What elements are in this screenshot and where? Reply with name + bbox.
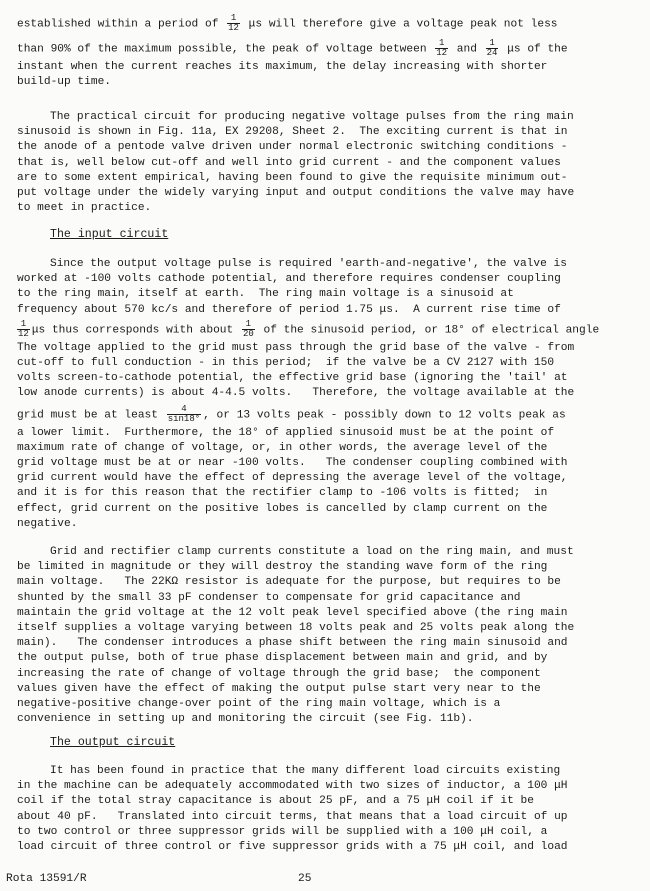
text-line: [17, 405, 612, 424]
text-line: main voltage. The 22KΩ resistor is adequate for the purpose, but requires to be: [17, 576, 561, 589]
text-line: build-up time.: [17, 76, 111, 89]
fraction-numerator: 1: [486, 39, 499, 49]
text-line: volts screen-to-cathode potential, the effective grid base (ignoring the 'tail' at: [17, 372, 568, 385]
text-line: put voltage under the widely varying input and output conditions the valve may have: [17, 187, 575, 200]
section-heading-input-circuit: The input circuit: [50, 228, 169, 241]
text-line: negative-positive change-over point of the ring main voltage, which is a: [17, 698, 501, 711]
text-line: instant when the current reaches its maximum, the delay increasing with shorter: [17, 61, 548, 73]
text-line: Since the output voltage pulse is required 'earth-and-negative', the valve is: [50, 258, 567, 270]
fraction: [435, 39, 448, 58]
text-line: are to some extent empirical, having been found to give the requisite minimum out-: [17, 171, 568, 184]
text-line: It has been found in practice that the many different load circuits existing: [50, 765, 561, 777]
text-line: the output pulse, both of true phase displacement between main and grid, and by: [17, 652, 548, 665]
fraction-numerator: 1: [435, 39, 448, 49]
text-line: sinusoid is shown in Fig. 11a, EX 29208, Sheet 2. The exciting current is that in: [17, 126, 568, 139]
paragraph-input-circuit: [17, 257, 612, 532]
section-heading-output-circuit: The output circuit: [50, 736, 176, 749]
text-segment: of the sinusoid period, or 18° of electrical angle: [263, 324, 600, 337]
text-line: that is, well below cut-off and well into grid current - and the component values: [17, 156, 561, 169]
text-line: The voltage applied to the grid must pass through the grid base of the valve - from: [17, 341, 575, 354]
text-line: the anode of a pentode valve driven under normal electronic switching conditions -: [17, 141, 568, 154]
text-line: values given have the effect of making the output pulse start very near to the: [17, 682, 541, 695]
text-line: maintain the grid voltage at the 12 volt peak level specified above (the ring main: [17, 606, 568, 619]
fraction-denominator: 20: [242, 328, 254, 339]
page-number: 25: [298, 873, 312, 885]
text-segment: μs thus corresponds with about: [31, 324, 234, 337]
fraction: [242, 320, 255, 339]
fraction: [486, 39, 499, 58]
paragraph-intro: [17, 14, 612, 90]
text-segment: μs of the: [507, 43, 568, 56]
text-line: be limited in magnitude or they will destroy the standing wave form of the ring: [17, 561, 548, 574]
fraction-denominator: 24: [486, 48, 498, 58]
text-line: in the machine can be adequately accommodated with two sizes of inductor, a 100 μH: [17, 780, 568, 793]
text-line: to the ring main, itself at earth. The ring main voltage is a sinusoid at: [17, 288, 514, 301]
text-line: The practical circuit for producing negative voltage pulses from the ring main: [50, 111, 574, 123]
fraction-numerator: 4: [167, 405, 201, 415]
text-line: itself supplies a voltage varying between 18 volts peak and 25 volts peak along the: [17, 622, 575, 635]
text-line: about 40 pF. Translated into circuit terms, that means that a load circuit of up: [17, 810, 568, 823]
text-line: [17, 14, 612, 33]
text-segment: established within a period of: [17, 18, 219, 31]
text-line: negative.: [17, 517, 78, 530]
text-line: grid voltage must be at or near -100 volts. The condenser coupling combined with: [17, 457, 568, 470]
text-segment: and: [456, 43, 477, 56]
fraction-denominator: 12: [436, 48, 448, 58]
paragraph-clamp-currents: [17, 545, 612, 727]
text-line: and it is for this reason that the rectifier clamp to -106 volts is fitted; in: [17, 487, 548, 500]
text-line: cut-off to full conduction - in this period; if the valve be a CV 2127 with 150: [17, 357, 555, 370]
paragraph-output-circuit: [17, 764, 612, 855]
text-segment: , or 13 volts peak - possibly down to 12 volts peak as: [203, 409, 566, 422]
text-line: effect, grid current on the positive lobes is cancelled by clamp current on the: [17, 502, 548, 515]
fraction-numerator: 1: [227, 14, 240, 24]
fraction: [167, 405, 201, 424]
text-line: a lower limit. Furthermore, the 18° of applied sinusoid must be at the point of: [17, 426, 555, 439]
fraction-numerator: 1: [17, 320, 30, 330]
text-line: maximum rate of change of voltage, or, in other words, the average level of the: [17, 441, 548, 454]
text-line: worked at -100 volts cathode potential, and therefore requires condenser coupling: [17, 273, 561, 286]
text-line: main). The condenser introduces a phase shift between the ring main sinusoid and: [17, 637, 568, 650]
fraction: [227, 14, 240, 33]
fraction-denominator: 12: [228, 23, 239, 33]
fraction-denominator: 12: [18, 328, 29, 339]
text-line: frequency about 570 kc/s and therefore of period 1.75 μs. A current rise time of: [17, 303, 561, 316]
fraction-denominator: sin18°: [167, 413, 201, 424]
fraction: [17, 320, 30, 339]
paragraph-practical-circuit: [17, 110, 612, 216]
text-line: grid current would have the effect of depressing the average level of the voltage,: [17, 472, 568, 485]
text-line: shunted by the small 33 pF condenser to compensate for grid capacitance and: [17, 591, 521, 604]
text-line: increasing the rate of change of voltage through the grid base; the component: [17, 667, 541, 680]
text-line: Grid and rectifier clamp currents constitute a load on the ring main, and must: [50, 546, 574, 558]
text-line: low anode currents) is about 4-4.5 volts. Therefore, the voltage available at the: [17, 387, 575, 400]
fraction-numerator: 1: [242, 320, 255, 330]
text-line: [17, 320, 612, 339]
text-line: [17, 39, 612, 58]
text-segment: grid must be at least: [17, 409, 158, 422]
text-line: coil if the total stray capacitance is about 25 pF, and a 75 μH coil if it be: [17, 795, 534, 808]
text-line: to meet in practice.: [17, 202, 152, 215]
text-segment: than 90% of the maximum possible, the peak of voltage between: [17, 43, 427, 56]
text-line: to two control or three suppressor grids will be supplied with a 100 μH coil, a: [17, 825, 548, 838]
document-reference: Rota 13591/R: [6, 873, 87, 885]
text-line: convenience in setting up and monitoring the circuit (see Fig. 11b).: [17, 713, 474, 726]
text-segment: μs will therefore give a voltage peak not less: [248, 18, 558, 31]
text-line: load circuit of three control or five suppressor grids with a 75 μH coil, and load: [17, 841, 568, 854]
